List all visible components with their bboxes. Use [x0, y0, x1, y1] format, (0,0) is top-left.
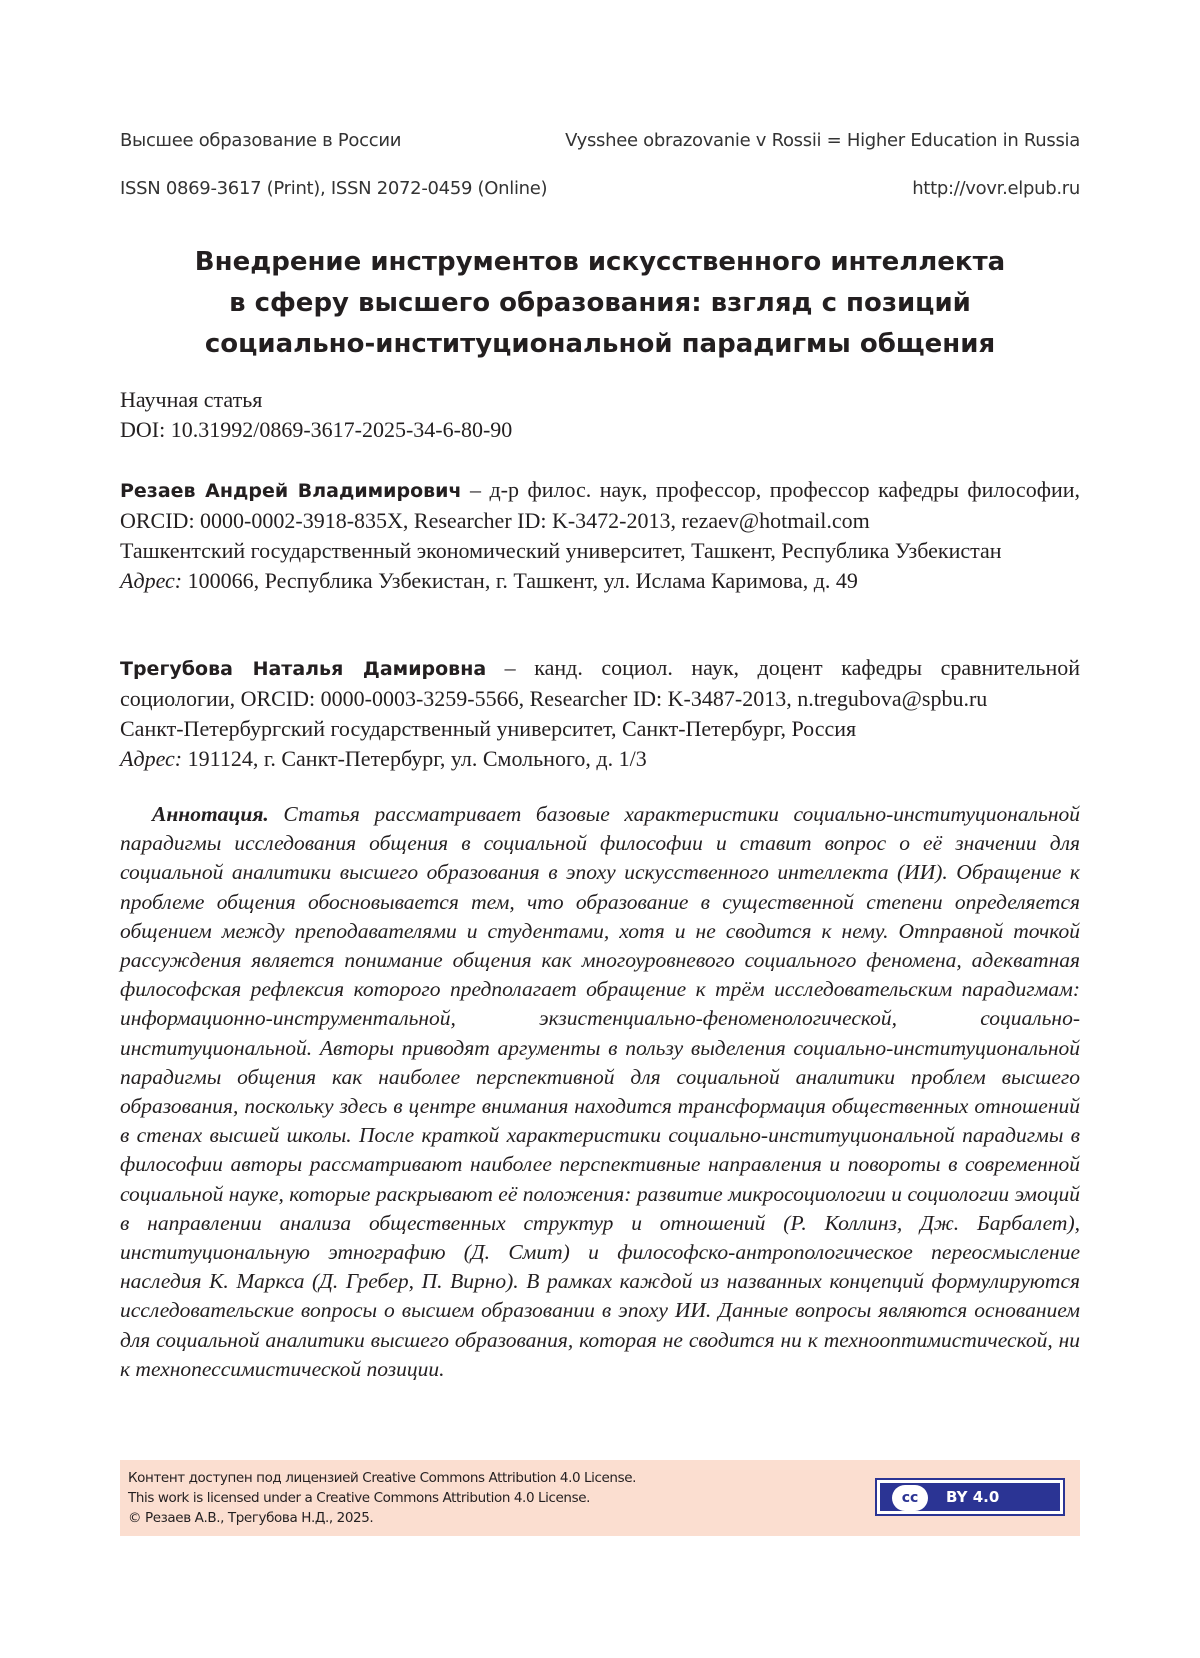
- abstract-label: Аннотация.: [152, 802, 269, 826]
- journal-title-ru: Высшее образование в России: [120, 130, 402, 151]
- author-address: 191124, г. Санкт-Петербург, ул. Смольного, д. 1/3: [182, 746, 647, 771]
- title-line: Внедрение инструментов искусственного интеллекта: [194, 247, 1006, 277]
- cc-icon: cc: [892, 1485, 928, 1511]
- author-name: Трегубова Наталья Дамировна: [120, 658, 487, 680]
- author-affiliation: Санкт-Петербургский государственный университет, Санкт-Петербург, Россия: [120, 716, 857, 741]
- doi[interactable]: DOI: 10.31992/0869-3617-2025-34-6-80-90: [120, 417, 513, 442]
- journal-url[interactable]: http://vovr.elpub.ru: [912, 178, 1080, 199]
- license-text: [128, 1468, 636, 1528]
- copyright-line: © Резаев А.В., Трегубова Н.Д., 2025.: [128, 1510, 374, 1526]
- abstract: [120, 800, 1080, 1384]
- article-meta: [120, 385, 512, 445]
- author-block: [120, 653, 1080, 774]
- author-description: – д-р филос. наук, профессор, профессор кафедры философии, ORCID: 0000-0002-3918-835X, Researcher ID: K-3472-2013, rezaev@hotmail.com: [120, 477, 1080, 533]
- abstract-text: Статья рассматривает базовые характеристики социально-институциональной парадигмы исследования общения в социальной философии и ставит вопрос о её значении для социальной аналитики высшего образования в эпоху искусственного интеллекта (ИИ). Обращение к проблеме общения обосновывается тем, что образование в существенной степени определяется общением между преподавателями и студентами, хотя и не сводится к нему. Отправной точкой рассуждения является понимание общения как многоуровневого социального феномена, адекватная философская рефлексия которого предполагает обращение к трём исследовательским парадигмам: информационно-инструментальной, экзистенциально-феноменологической, социально-институциональной. Авторы приводят аргументы в пользу выделения социально-институциональной парадигмы общения как наиболее перспективной для социальной аналитики проблем высшего образования, поскольку здесь в центре внимания находится трансформация общественных отношений в стенах высшей школы. После краткой характеристики социально-институциональной парадигмы в философии авторы рассматривают наиболее перспективные направления и повороты в современной социальной науке, которые раскрывают её положения: развитие микросоциологии и социологии эмоций в направлении анализа общественных структур и отношений (Р. Коллинз, Дж. Барбалет), институциональную этнографию (Д. Смит) и философско-антропологическое переосмысление наследия К. Маркса (Д. Гребер, П. Вирно). В рамках каждой из названных концепций формулируются исследовательские вопросы о высшем образовании в эпоху ИИ. Данные вопросы являются основанием для социальной аналитики высшего образования, которая не сводится ни к технооптимистической, ни к технопессимистической позиции.: [120, 802, 1080, 1381]
- author-block: [120, 475, 1080, 596]
- article-title: [120, 242, 1080, 365]
- license-line-en: This work is licensed under a Creative Commons Attribution 4.0 License.: [128, 1490, 591, 1506]
- issn: ISSN 0869-3617 (Print), ISSN 2072-0459 (Online): [120, 178, 548, 199]
- title-line: социально-институциональной парадигмы общения: [204, 329, 996, 359]
- license-box: [120, 1460, 1080, 1536]
- article-type: Научная статья: [120, 387, 263, 412]
- cc-badge-label: BY 4.0: [946, 1488, 1000, 1506]
- cc-badge-inner: [880, 1483, 1060, 1511]
- author-address: 100066, Республика Узбекистан, г. Ташкент, ул. Ислама Каримова, д. 49: [182, 568, 858, 593]
- address-label: Адрес:: [120, 746, 183, 771]
- issn-row: [120, 178, 1080, 199]
- title-line: в сферу высшего образования: взгляд с позиций: [229, 288, 971, 318]
- author-description: – канд. социол. наук, доцент кафедры сравнительной социологии, ORCID: 0000-0003-3259-5566, Researcher ID: K-3487-2013, n.tregubova@spbu.ru: [120, 655, 1080, 711]
- author-name: Резаев Андрей Владимирович: [120, 480, 462, 502]
- author-affiliation: Ташкентский государственный экономический университет, Ташкент, Республика Узбекистан: [120, 538, 1002, 563]
- journal-title-en: Vysshee obrazovanie v Rossii = Higher Education in Russia: [565, 130, 1080, 151]
- license-line-ru: Контент доступен под лицензией Creative Commons Attribution 4.0 License.: [128, 1470, 637, 1486]
- cc-by-badge[interactable]: [875, 1478, 1065, 1516]
- running-header: [120, 130, 1080, 151]
- address-label: Адрес:: [120, 568, 183, 593]
